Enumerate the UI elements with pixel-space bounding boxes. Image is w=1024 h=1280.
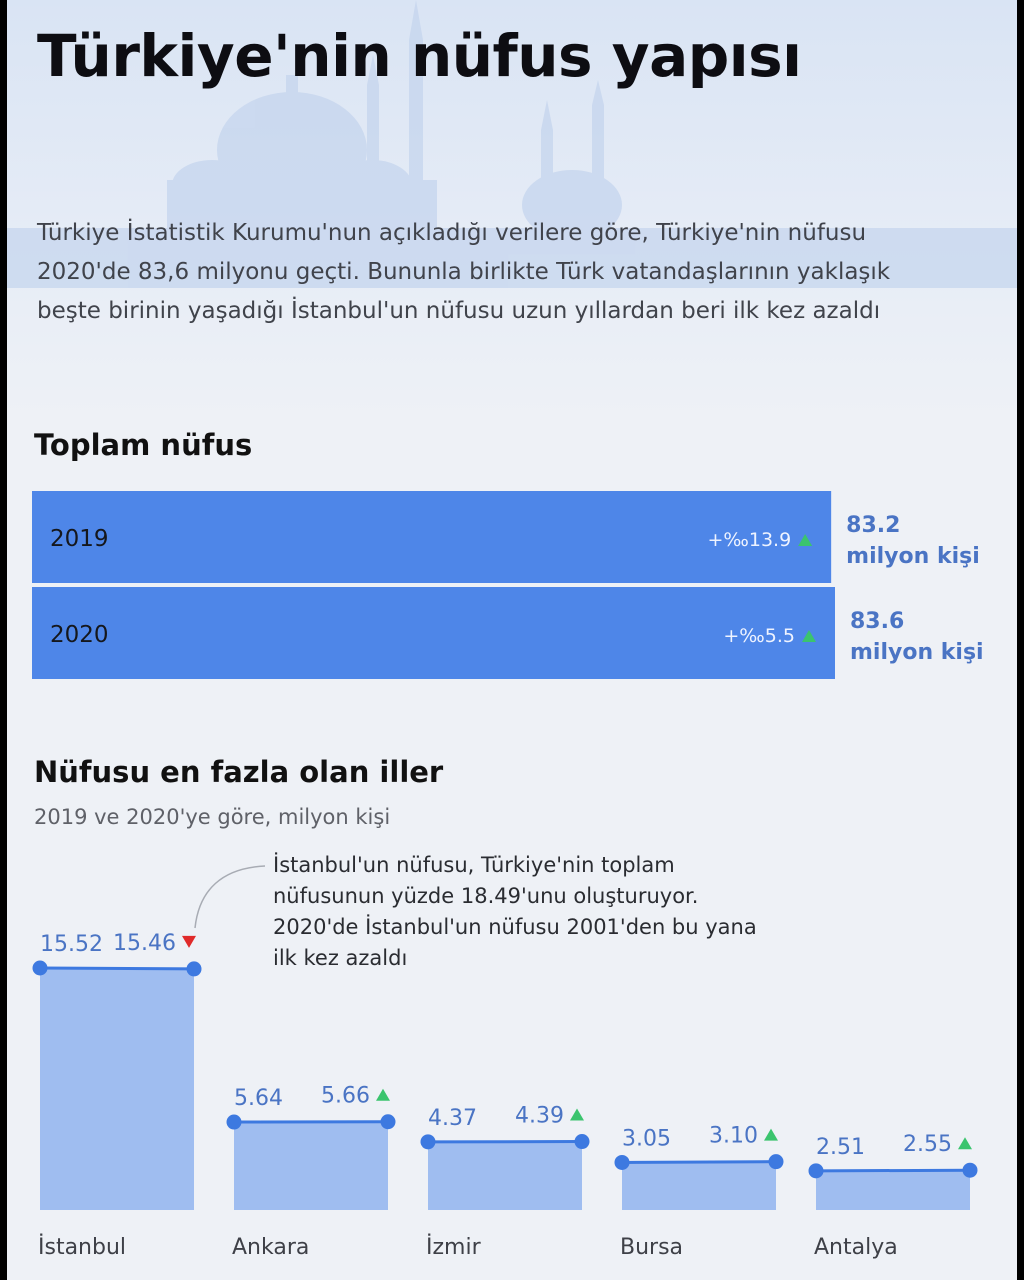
province-name-label: İstanbul [38, 1235, 127, 1260]
province-trend-line [40, 968, 194, 969]
trend-up-icon [376, 1089, 390, 1101]
value-label-2019: 2.51 [816, 1134, 865, 1160]
value-label-2019: 15.52 [40, 932, 103, 957]
province-name-label: Antalya [814, 1235, 898, 1260]
total-unit-label: milyon kişi [850, 640, 984, 665]
page-title: Türkiye'nin nüfus yapısı [37, 22, 802, 90]
trend-up-icon [958, 1137, 972, 1149]
point-2020 [963, 1163, 978, 1178]
province-bar-5 [816, 1170, 970, 1210]
trend-up-icon [764, 1129, 778, 1141]
point-2020 [769, 1154, 784, 1169]
province-bar-3 [428, 1142, 582, 1210]
province-bar-2 [234, 1122, 388, 1210]
value-label-2020: 2.55 [903, 1132, 952, 1158]
value-label-2019: 5.64 [234, 1086, 283, 1112]
istanbul-annotation: İstanbul'un nüfusu, Türkiye'nin toplam nüfusunun yüzde 18.49'unu oluşturuyor. 2020'de İstanbul'un nüfusu 2001'den bu yana ilk kez azaldı [273, 853, 757, 970]
infographic-card [7, 0, 1017, 1280]
total-growth-label: +‰5.5 [723, 625, 795, 647]
intro-paragraph: Türkiye İstatistik Kurumu'nun açıkladığı verilere göre, Türkiye'nin nüfusu 2020'de 83,6 milyonu geçti. Bununla birlikte Türk vatandaşlarının yaklaşık beşte birinin yaşadığı İstanbul'un nüfusu uzun yıllardan beri ilk kez azaldı [37, 220, 891, 324]
value-label-2020: 4.39 [515, 1103, 564, 1129]
value-label-2020: 5.66 [321, 1083, 370, 1109]
total-value-label: 83.2 [846, 513, 901, 538]
total-population-title: Toplam nüfus [34, 428, 253, 462]
value-label-2020: 15.46 [113, 930, 176, 956]
top-provinces-subtitle: 2019 ve 2020'ye göre, milyon kişi [34, 805, 391, 829]
point-2019 [227, 1115, 242, 1130]
province-bar-1 [40, 968, 194, 1210]
annotation-connector-line [195, 866, 265, 928]
point-2019 [615, 1155, 630, 1170]
point-2020 [381, 1114, 396, 1129]
total-bar-year-label: 2020 [50, 622, 109, 648]
total-value-label: 83.6 [850, 609, 905, 634]
total-bar-year-label: 2019 [50, 526, 109, 552]
province-trend-line [816, 1170, 970, 1171]
point-2020 [575, 1134, 590, 1149]
value-label-2019: 3.05 [622, 1126, 671, 1152]
province-name-label: Bursa [620, 1235, 684, 1260]
province-name-label: İzmir [426, 1235, 481, 1260]
trend-up-icon [570, 1109, 584, 1121]
total-growth-label: +‰13.9 [707, 529, 792, 551]
province-trend-line [622, 1162, 776, 1163]
trend-down-icon [182, 936, 196, 948]
point-2019 [33, 961, 48, 976]
value-label-2020: 3.10 [709, 1123, 758, 1149]
point-2019 [421, 1134, 436, 1149]
value-label-2019: 4.37 [428, 1105, 477, 1131]
top-provinces-chart [7, 0, 1017, 1280]
point-2019 [809, 1163, 824, 1178]
top-provinces-title: Nüfusu en fazla olan iller [34, 755, 444, 789]
total-unit-label: milyon kişi [846, 544, 980, 569]
province-name-label: Ankara [232, 1235, 310, 1260]
point-2020 [187, 961, 202, 976]
province-bar-4 [622, 1162, 776, 1210]
